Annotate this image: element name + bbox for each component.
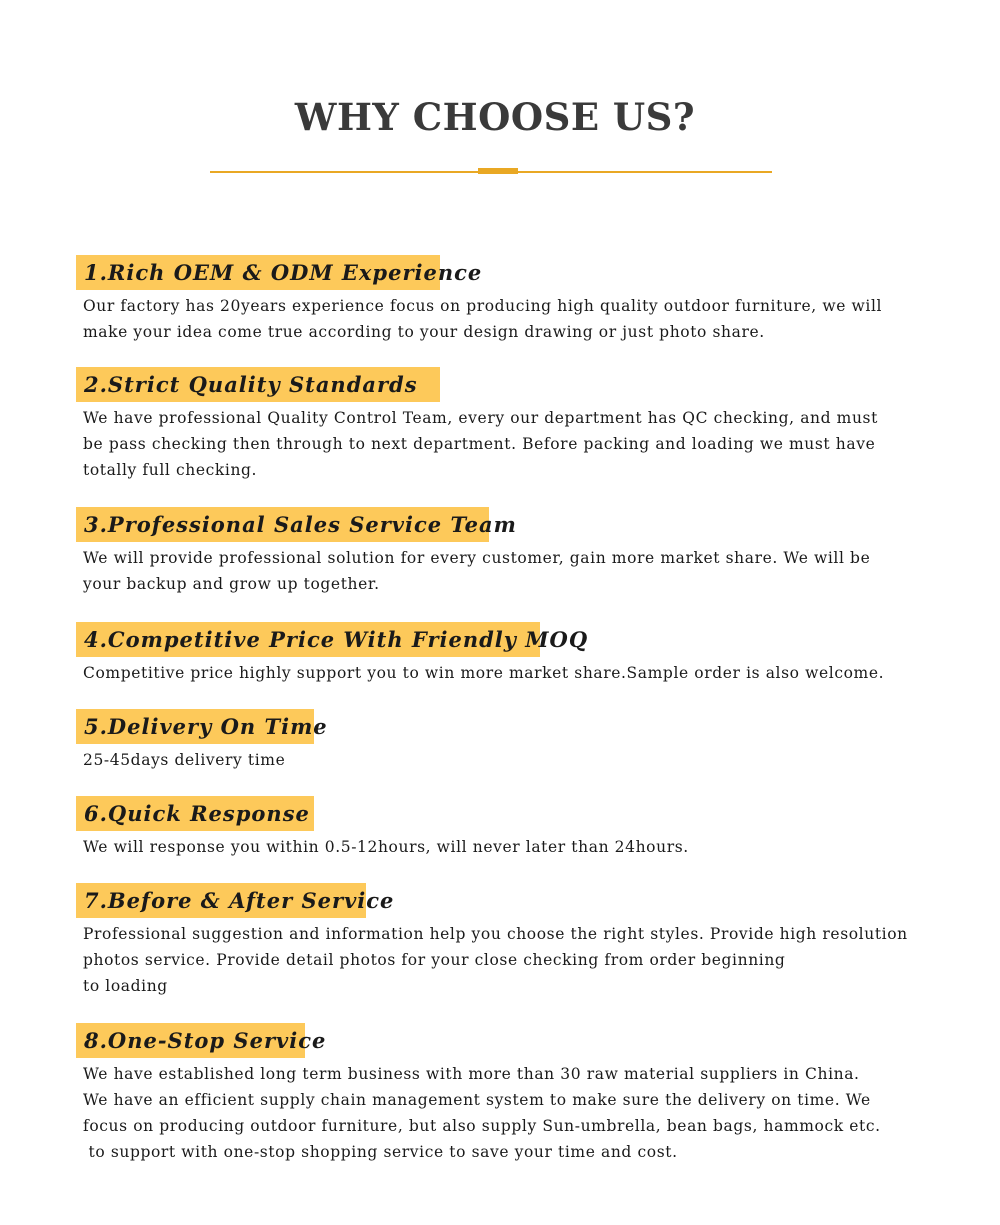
section-competitive-price [76,622,903,686]
body-line: Competitive price highly support you to win more market share.Sample order is also welcome. [83,664,885,682]
section-one-stop-service [76,1023,903,1165]
section-body [83,545,903,597]
section-before-after-service [76,883,908,999]
body-line: We will provide professional solution for every customer, gain more market share. We will be [83,549,871,567]
section-heading: 3.Professional Sales Service Team [76,507,489,542]
body-line: We have professional Quality Control Team, every our department has QC checking, and must [83,409,878,427]
body-line: We have established long term business with more than 30 raw material suppliers in China. [83,1065,860,1083]
section-quality-standards [76,367,903,483]
section-body [83,834,903,860]
body-line: totally full checking. [83,461,258,479]
body-line: your backup and grow up together. [83,575,380,593]
section-body [83,747,903,773]
body-line: to support with one-stop shopping service to save your time and cost. [83,1143,678,1161]
body-line: We have an efficient supply chain management system to make sure the delivery on time. We [83,1091,871,1109]
body-line: photos service. Provide detail photos for your close checking from order beginning [83,951,786,969]
section-heading: 1.Rich OEM & ODM Experience [76,255,440,290]
body-line: We will response you within 0.5-12hours, will never later than 24hours. [83,838,689,856]
section-heading: 7.Before & After Service [76,883,366,918]
body-line: 25-45days delivery time [83,751,286,769]
section-body [83,1061,903,1165]
section-heading: 2.Strict Quality Standards [76,367,440,402]
section-body [83,293,903,345]
section-oem-odm-experience [76,255,903,345]
body-line: make your idea come true according to your design drawing or just photo share. [83,323,765,341]
page-title: WHY CHOOSE US? [294,95,696,139]
body-line: focus on producing outdoor furniture, but also supply Sun-umbrella, bean bags, hammock etc. [83,1117,881,1135]
section-body [83,921,908,999]
title-divider [210,171,772,173]
body-line: Professional suggestion and information help you choose the right styles. Provide high resolution [83,925,908,943]
section-heading: 8.One-Stop Service [76,1023,305,1058]
section-body [83,405,903,483]
body-line: to loading [83,977,168,995]
section-heading: 6.Quick Response [76,796,314,831]
body-line: Our factory has 20years experience focus on producing high quality outdoor furniture, we will [83,297,883,315]
divider-accent [478,168,518,174]
section-quick-response [76,796,903,860]
section-heading: 5.Delivery On Time [76,709,314,744]
section-heading: 4.Competitive Price With Friendly MOQ [76,622,540,657]
section-body [83,660,903,686]
section-sales-service-team [76,507,903,597]
body-line: be pass checking then through to next department. Before packing and loading we must have [83,435,876,453]
section-delivery-on-time [76,709,903,773]
